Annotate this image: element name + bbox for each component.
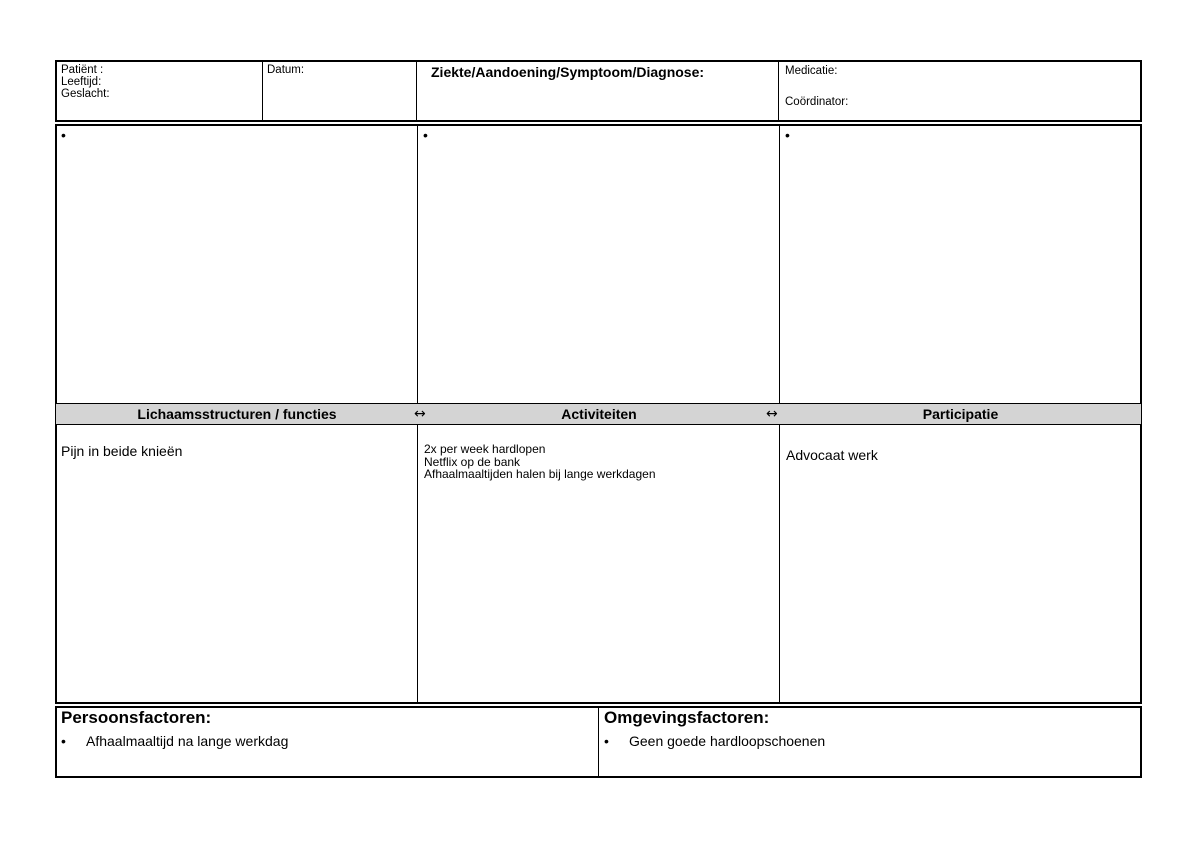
personal-factors-title: Persoonsfactoren:: [61, 708, 212, 727]
date-label: Datum:: [267, 64, 305, 76]
category-band: [56, 403, 1141, 425]
environmental-factor-item: Geen goede hardloopschoenen: [629, 733, 826, 749]
participation-heading: Participatie: [922, 406, 999, 422]
personal-factor-item: Afhaalmaaltijd na lange werkdag: [86, 733, 289, 749]
medication-label: Medicatie:: [785, 65, 838, 77]
activities-bullet: •: [423, 127, 428, 143]
participation-bullet: •: [785, 127, 790, 143]
environmental-factor-bullet: •: [604, 733, 609, 749]
arrow-icon: ↔: [766, 406, 778, 422]
header-divider-3: [778, 61, 779, 121]
activity-item: Netflix op de bank: [424, 454, 521, 469]
personal-factor-bullet: •: [61, 733, 66, 749]
arrow-icon: ↔: [414, 406, 426, 422]
age-label: Leeftijd:: [61, 76, 102, 88]
coordinator-label: Coördinator:: [785, 96, 849, 108]
gender-label: Geslacht:: [61, 88, 110, 100]
body-functions-heading: Lichaamsstructuren / functies: [137, 406, 337, 422]
patient-label: Patiënt :: [61, 64, 104, 76]
participation-text: Advocaat werk: [786, 447, 878, 463]
activities-list: [424, 443, 656, 481]
activity-item: Afhaalmaaltijden halen bij lange werkdagen: [424, 467, 656, 481]
activity-item: 2x per week hardlopen: [424, 442, 546, 456]
diagnosis-label: Ziekte/Aandoening/Symptoom/Diagnose:: [431, 64, 705, 80]
body-functions-bullet: •: [61, 127, 66, 143]
header-divider-2: [416, 61, 417, 121]
activities-heading: Activiteiten: [561, 406, 637, 422]
environmental-factors-title: Omgevingsfactoren:: [604, 708, 770, 727]
factors-divider: [598, 707, 599, 777]
header-divider-1: [262, 61, 263, 121]
body-functions-text: Pijn in beide knieën: [61, 443, 183, 459]
